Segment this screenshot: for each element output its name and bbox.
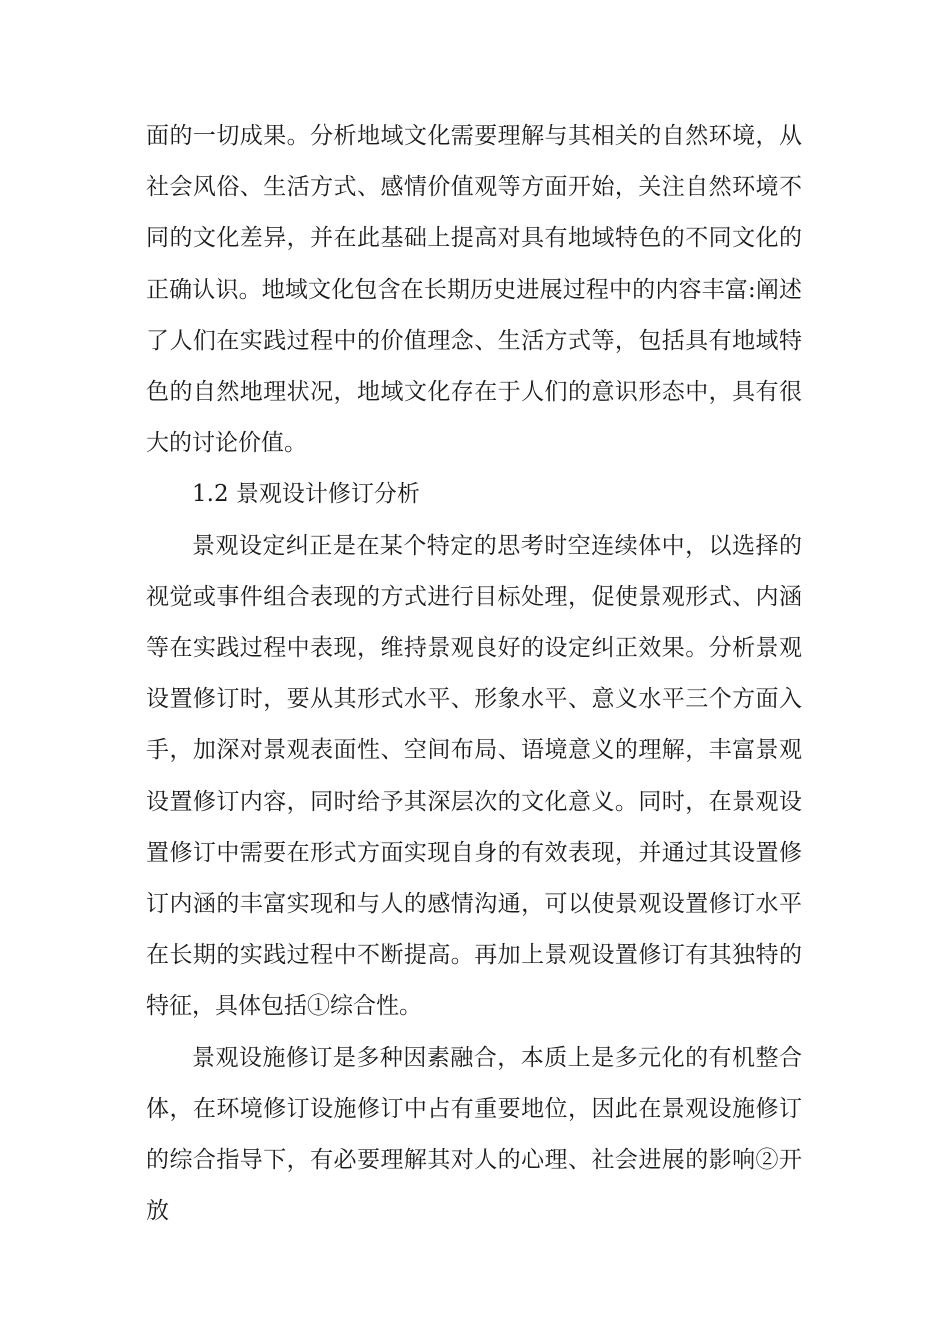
- paragraph-continuation: 面的一切成果。分析地域文化需要理解与其相关的自然环境，从社会风俗、生活方式、感情价值观等方面开始，关注自然环境不同的文化差异，并在此基础上提高对具有地域特色的不同文化的正确认识。地域文化包含在长期历史进展过程中的内容丰富:阐述了人们在实践过程中的价值理念、生活方式等，包括具有地域特色的自然地理状况，地域文化存在于人们的意识形态中，具有很大的讨论价值。: [146, 123, 802, 457]
- paragraph-landscape-facility: 景观设施修订是多种因素融合，本质上是多元化的有机整合体，在环境修订设施修订中占有重要地位，因此在景观设施修订的综合指导下，有必要理解其对人的心理、社会进展的影响②开放: [146, 1044, 802, 1225]
- paragraph-landscape-revision: 景观设定纠正是在某个特定的思考时空连续体中，以选择的视觉或事件组合表现的方式进行目标处理，促使景观形式、内涵等在实践过程中表现，维持景观良好的设定纠正效果。分析景观设置修订时，要从其形式水平、形象水平、意义水平三个方面入手，加深对景观表面性、空间布局、语境意义的理解，丰富景观设置修订内容，同时给予其深层次的文化意义。同时，在景观设置修订中需要在形式方面实现自身的有效表现，并通过其设置修订内涵的丰富实现和与人的感情沟通，可以使景观设置修订水平在长期的实践过程中不断提高。再加上景观设置修订有其独特的特征，具体包括①综合性。: [146, 532, 802, 1020]
- document-body: [146, 111, 802, 1237]
- section-heading: 1.2 景观设计修订分析: [192, 481, 420, 508]
